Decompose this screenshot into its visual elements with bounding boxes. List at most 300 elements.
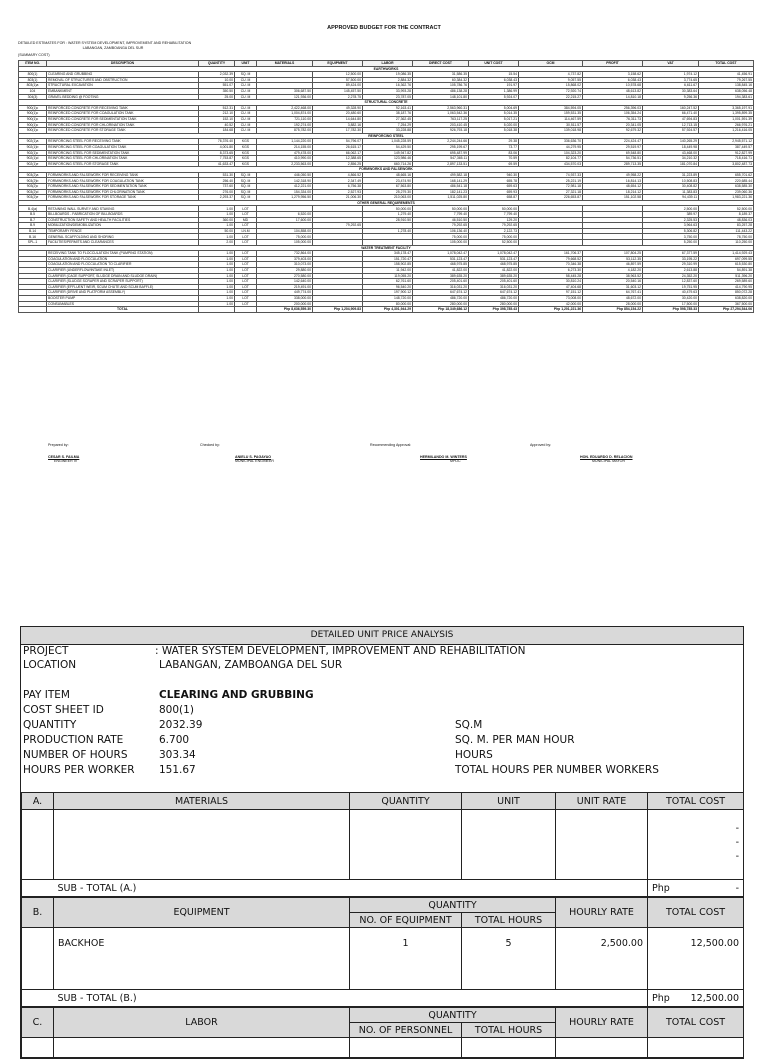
table-cell: 1.00 (199, 273, 235, 279)
table-cell: 379,403.00 (257, 256, 313, 262)
table-cell: 52,500.00 (469, 240, 519, 246)
table-cell: 1,001,591.39 (699, 116, 754, 122)
column-header: UNIT (235, 61, 257, 67)
table-cell: 926,793.18 (413, 128, 469, 134)
table-cell: 289,713.35 (583, 161, 643, 167)
table-cell: 1,511,025.80 (413, 195, 469, 201)
table-cell: 11,383.83 (643, 189, 699, 195)
table-cell: 89,424.00 (313, 83, 363, 89)
col-hourly-rate: HOURLY RATE (556, 1008, 648, 1038)
table-cell: 940.30 (469, 172, 519, 178)
table-cell: SQ. M (235, 184, 257, 190)
estimate-table (18, 60, 754, 313)
col-quantity: QUANTITY (350, 793, 462, 810)
signatory-label: Prepared by: (48, 443, 69, 447)
table-cell: 615,530.80 (699, 262, 754, 268)
table-cell: 1,144,220.00 (257, 139, 313, 145)
table-cell: KGS (235, 144, 257, 150)
table-cell: 903(2)c (19, 184, 47, 190)
table-cell: REINFORCING STEEL FOR CHLORINATION TANK (47, 156, 199, 162)
table-cell: 28,910.50 (363, 217, 413, 223)
table-cell: 161,706.37 (519, 251, 583, 257)
column-header: EQUIPMENT (313, 61, 363, 67)
table-cell: 800(1) (19, 72, 47, 78)
table-cell: 121,936.00 (257, 94, 313, 100)
table-cell: 158,902.85 (363, 262, 413, 268)
estimate-location: LABANGAN, ZAMBOANGA DEL SUR (82, 46, 144, 50)
table-cell: KGS (235, 161, 257, 167)
table-cell: 82,104.77 (519, 156, 583, 162)
table-cell: 31,223.89 (643, 172, 699, 178)
table-cell: 350.50 (199, 88, 235, 94)
table-cell: 414,790.95 (699, 284, 754, 290)
hpw-value: 151.67 (159, 764, 196, 776)
table-cell: 19,751.95 (643, 284, 699, 290)
table-cell: 551.07 (199, 83, 235, 89)
table-cell: SQ. M (235, 189, 257, 195)
table-cell: LOT (235, 290, 257, 296)
table-cell: 104,323.20 (519, 150, 583, 156)
table-cell: 41,633.47 (199, 161, 235, 167)
table-cell: 2,563,960.31 (413, 105, 469, 111)
table-cell: REINFORCED CONCRETE FOR RECEIVING TANK (47, 105, 199, 111)
table-cell: 20,341.05 (583, 122, 643, 128)
dash-value: - (735, 837, 739, 848)
section-title: EARTHWORKS (19, 66, 754, 72)
table-cell: 75,000.00 (257, 234, 313, 240)
materials-table (21, 792, 744, 897)
table-cell: 14,644.80 (313, 116, 363, 122)
table-cell: COAGULATION AND FLOCCULATION TO CLARIFIER (47, 262, 199, 268)
table-cell: 184.68 (199, 128, 235, 134)
table-cell: 1,063,542.36 (413, 111, 469, 117)
table-cell: 647,674.12 (469, 290, 519, 296)
dupa-info (21, 645, 743, 792)
table-cell: 181,070.84 (643, 161, 699, 167)
table-cell: 29,519.97 (583, 144, 643, 150)
table-cell: 384,594.05 (519, 105, 583, 111)
signatory-name: HERMILANDO M. WINTERS (420, 455, 467, 459)
table-cell: 7,254.29 (363, 122, 413, 128)
table-cell: 903(2)a (19, 172, 47, 178)
signatory-name: HON. EDUARDO D. RELACION (580, 455, 633, 459)
table-cell: 310,073.00 (257, 262, 313, 268)
col-quantity: QUANTITY (350, 898, 556, 913)
table-cell: 1.00 (199, 267, 235, 273)
table-cell: 2,945,571.12 (699, 139, 754, 145)
table-cell: 280,000.00 (469, 301, 519, 307)
production-label: PRODUCTION RATE (23, 734, 124, 746)
signatory-label: Recommending Approval: (370, 443, 412, 447)
table-cell: BILLBOARDS - FABRICATION OF BILLBOARDS (47, 212, 199, 218)
table-cell: 66,062.17 (313, 150, 363, 156)
table-cell: 192,274.00 (257, 122, 313, 128)
table-cell: CONSUMABLES (47, 301, 199, 307)
table-cell: 638,585.30 (699, 184, 754, 190)
estimate-subtitle: DETAILED ESTIMATES FOR : WATER SYSTEM DEVELOPMENT, IMPROVEMENT AND REHABILITATION (18, 41, 192, 45)
table-cell: 412,221.00 (257, 184, 313, 190)
table-cell: 6,038.43 (469, 77, 519, 83)
table-cell: 104 (19, 88, 47, 94)
signatory-name: CESAR S. FAILMA (48, 455, 80, 459)
table-cell: LOT (235, 206, 257, 212)
table-cell: MD (235, 217, 257, 223)
table-cell: 638,056.48 (699, 88, 754, 94)
table-cell: 1,078,042.47 (469, 251, 519, 257)
column-header: ITEM NO. (19, 61, 47, 67)
table-cell: 6,520.00 (257, 212, 313, 218)
table-cell: 4,737.82 (519, 72, 583, 78)
table-cell: 695,487.99 (413, 150, 469, 156)
table-cell: 3,882.16 (313, 122, 363, 128)
signatory-label: Checked by: (200, 443, 220, 447)
table-cell: 658.87 (469, 195, 519, 201)
table-cell: 106,354.24 (583, 111, 643, 117)
table-cell: 44,279.95 (519, 144, 583, 150)
table-cell: 900(1)c (19, 128, 47, 134)
table-cell: 3,964.63 (643, 223, 699, 229)
col-total-hours: TOTAL HOURS (462, 913, 556, 928)
table-cell: 24,352.20 (643, 273, 699, 279)
col-total-cost: TOTAL COST (648, 1008, 744, 1038)
table-cell: 41,456.91 (699, 72, 754, 78)
table-cell: 2,527.93 (313, 189, 363, 195)
section-title: LABOR (54, 1008, 350, 1038)
table-cell: 803(1) (19, 77, 47, 83)
table-cell: 2,122.73 (469, 228, 519, 234)
total-cell (19, 307, 47, 313)
column-header: LABOR (363, 61, 413, 67)
subtotal-label: SUB - TOTAL (A.) (54, 880, 648, 897)
equipment-hours: 5 (462, 928, 556, 990)
table-cell: 20,540.16 (583, 279, 643, 285)
table-cell: 151,102.58 (583, 195, 643, 201)
table-cell: 38,187.76 (363, 111, 413, 117)
table-cell: 50,000.00 (469, 206, 519, 212)
table-cell: 49,958.22 (583, 172, 643, 178)
table-cell: CU. M (235, 83, 257, 89)
column-header: TOTAL COST (699, 61, 754, 67)
table-cell: CU. M (235, 94, 257, 100)
table-cell: 486,541.18 (413, 184, 469, 190)
table-cell: 659.63 (469, 184, 519, 190)
table-cell: 721,110.00 (257, 116, 313, 122)
total-cell (235, 307, 257, 313)
table-cell: 79,668.52 (519, 256, 583, 262)
table-cell: 27,321.18 (519, 189, 583, 195)
col-unit: UNIT (462, 793, 556, 810)
project-value: : WATER SYSTEM DEVELOPMENT, IMPROVEMENT AND REHABILITATION (155, 645, 526, 657)
quantity-value: 2032.39 (159, 719, 203, 731)
table-cell: KGS (235, 156, 257, 162)
table-cell: 26,615.17 (313, 144, 363, 150)
table-cell: 737.60 (199, 184, 235, 190)
table-cell: 850,072.28 (699, 290, 754, 296)
table-cell: 6,756.38 (313, 184, 363, 190)
table-cell: 197,900.12 (363, 290, 413, 296)
table-cell: 256.40 (199, 178, 235, 184)
table-cell: 1.00 (199, 279, 235, 285)
table-cell: 114,467.59 (519, 116, 583, 122)
table-cell: REINFORCING STEEL FOR RECEIVING TANK (47, 139, 199, 145)
equipment-count: 1 (350, 928, 462, 990)
table-cell: 69.59 (469, 161, 519, 167)
table-cell: LOT (235, 267, 257, 273)
table-cell: 79,292.65 (313, 223, 363, 229)
cost-sheet-label: COST SHEET ID (23, 704, 104, 716)
table-cell: 12,388.65 (313, 156, 363, 162)
table-cell: 149,947.82 (363, 150, 413, 156)
table-cell: CLARIFIER (DRIVE AND PLATFORM ASSEMBLY) (47, 290, 199, 296)
table-cell: 104,858.00 (257, 228, 313, 234)
table-cell: 2,347.49 (313, 178, 363, 184)
table-cell: 269,589.60 (699, 279, 754, 285)
location-value: LABANGAN, ZAMBOANGA DEL SUR (159, 659, 343, 671)
table-cell: 1.00 (199, 301, 235, 307)
signatory-recommending (370, 443, 467, 463)
table-cell: 33,195.22 (643, 256, 699, 262)
table-cell: 18,449.98 (643, 144, 699, 150)
total-cell: Php 8,636,559.30 (257, 307, 313, 313)
table-cell: B.9 (19, 223, 47, 229)
table-cell: 295,199.67 (413, 144, 469, 150)
table-cell: 3,158.62 (583, 72, 643, 78)
table-cell: 2,856.25 (313, 161, 363, 167)
summary-cost-label: (SUMMARY COST) (18, 53, 50, 57)
table-cell: 47,404.68 (519, 284, 583, 290)
table-cell: 1,078,042.47 (413, 251, 469, 257)
section-title: MATERIALS (54, 793, 350, 810)
table-cell: TEMPORARY FENCE (47, 228, 199, 234)
table-cell: 40.52 (199, 122, 235, 128)
table-cell: 83,257.28 (699, 223, 754, 229)
table-cell: 1.00 (199, 295, 235, 301)
table-cell: COAGULATION AND FLOCCULATION (47, 256, 199, 262)
table-cell: LOT (235, 279, 257, 285)
table-cell: LOT (235, 256, 257, 262)
table-cell: 203,410.45 (413, 122, 469, 128)
table-cell: 205,401.60 (469, 279, 519, 285)
table-cell: 23,787.05 (363, 94, 413, 100)
table-cell: 902(1)c (19, 150, 47, 156)
table-cell: CLEARING AND GRUBBING (47, 72, 199, 78)
column-header: UNIT COST (469, 61, 519, 67)
table-cell: 29,310.99 (643, 262, 699, 268)
total-cell: Php 854,154.22 (583, 307, 643, 313)
table-cell: 1,395,899.35 (699, 111, 754, 117)
table-cell: SQ. M (235, 195, 257, 201)
table-cell: 46,897.59 (583, 262, 643, 268)
table-cell: 732,864.00 (257, 251, 313, 257)
table-cell: 900(1)c (19, 122, 47, 128)
table-cell: FACILITIES/PERMITS AND CLEARANCES (47, 240, 199, 246)
table-cell: 875,782.00 (257, 128, 313, 134)
table-cell: 92,679.32 (583, 128, 643, 134)
table-cell: 74,937.33 (519, 172, 583, 178)
table-cell: 148,101.80 (413, 94, 469, 100)
signatory-label: Approved by: (530, 443, 552, 447)
table-cell: 638,820.00 (699, 295, 754, 301)
table-cell: 468,975.85 (469, 262, 519, 268)
currency: Php (652, 992, 670, 1004)
table-cell: LOT (235, 301, 257, 307)
table-cell: 5,014.35 (469, 111, 519, 117)
table-cell: 40,479.63 (643, 290, 699, 296)
table-cell: LOT (235, 284, 257, 290)
table-cell: 22,215.27 (519, 94, 583, 100)
table-cell: 1.00 (199, 206, 235, 212)
table-cell: 31,586.35 (413, 72, 469, 78)
column-header: DIRECT COST (413, 61, 469, 67)
signatory-prepared (48, 443, 79, 463)
table-cell: KGS (235, 139, 257, 145)
table-cell: 67,563.80 (363, 184, 413, 190)
table-cell: LOT (235, 251, 257, 257)
hours-unit: HOURS (455, 749, 493, 761)
table-cell: CU. M (235, 88, 257, 94)
quantity-unit: SQ.M (455, 719, 483, 731)
table-cell: 5,924.07 (469, 94, 519, 100)
table-cell: 139,018.98 (519, 128, 583, 134)
column-header: OCM (519, 61, 583, 67)
table-cell: 8,373.65 (199, 150, 235, 156)
table-cell: CU. M (235, 77, 257, 83)
table-cell: LOT (235, 240, 257, 246)
table-cell: 78,750.00 (699, 234, 754, 240)
table-cell: 280,000.00 (413, 301, 469, 307)
total-cell: Php 1,204,909.83 (313, 307, 363, 313)
table-cell: 80,000.00 (363, 301, 413, 307)
table-cell: 48,672.00 (583, 295, 643, 301)
table-cell: 718,416.71 (699, 156, 754, 162)
table-cell: RETAINING WALL SURVEY AND STAKING (47, 206, 199, 212)
table-cell: 1.00 (199, 251, 235, 257)
table-cell: 54,736.51 (583, 156, 643, 162)
column-header: QUANTITY (199, 61, 235, 67)
table-cell: 25.00 (199, 94, 235, 100)
signatory-role: MPDC (450, 459, 461, 463)
total-cell: Php 4,301,944.29 (363, 307, 413, 313)
table-cell: 367,500.00 (699, 301, 754, 307)
table-cell: 62,761.60 (363, 279, 413, 285)
table-cell: GENERAL SCAFFOLDING AND SHORING (47, 234, 199, 240)
total-cell: Php 598,785.33 (643, 307, 699, 313)
table-cell: SQ. M (235, 72, 257, 78)
table-cell: 73.77 (469, 144, 519, 150)
dupa-title: DETAILED UNIT PRICE ANALYSIS (21, 627, 743, 645)
table-cell: 16,362.76 (363, 83, 413, 89)
table-cell: 79,292.65 (469, 223, 519, 229)
table-cell: 4,001.80 (199, 144, 235, 150)
table-cell: 138,845.16 (699, 83, 754, 89)
table-cell: 21,006.30 (313, 195, 363, 201)
table-cell: 105,786.76 (413, 83, 469, 89)
table-cell: B.7 (19, 217, 47, 223)
table-cell: 12,500.00 (313, 72, 363, 78)
table-cell: 29,880.00 (257, 267, 313, 273)
table-cell: 96,540.20 (363, 284, 413, 290)
hours-value: 303.34 (159, 749, 196, 761)
section-title: OTHER GENERAL REQUIREMENTS (19, 200, 754, 206)
section-letter: C. (22, 1008, 54, 1038)
table-cell: 1,974.12 (643, 72, 699, 78)
col-no-personnel: NO. OF PERSONNEL (350, 1023, 462, 1038)
table-cell: 903(2)d (19, 189, 47, 195)
table-cell: 123,986.46 (363, 156, 413, 162)
table-cell: 54,891.38 (699, 267, 754, 273)
table-cell: 142,318.90 (257, 178, 313, 184)
table-cell: 168,141.29 (413, 178, 469, 184)
table-cell: 30,810.24 (519, 279, 583, 285)
table-cell: CU. M (235, 105, 257, 111)
table-cell: 75,000.00 (413, 234, 469, 240)
table-cell: 10,578.68 (583, 83, 643, 89)
table-cell: 902(1)e (19, 161, 47, 167)
table-cell: 12,837.60 (643, 279, 699, 285)
table-cell: 129.20 (469, 217, 519, 223)
table-cell: 30,383.64 (643, 88, 699, 94)
table-cell: FORMWORKS AND FALSEWORK FOR COAGULATION TANK (47, 178, 199, 184)
table-cell: REINFORCED CONCRETE FOR STORAGE TANK (47, 128, 199, 134)
table-cell: CU. M (235, 128, 257, 134)
table-cell: 226,653.87 (519, 195, 583, 201)
table-cell: 2,325.53 (643, 217, 699, 223)
subtotal-cell (648, 990, 744, 1007)
production-unit: SQ. M. PER MAN HOUR (455, 734, 575, 746)
table-cell: 160,247.52 (643, 105, 699, 111)
table-cell: 655.78 (469, 178, 519, 184)
table-cell: 900(1)c (19, 116, 47, 122)
table-cell: 655,701.62 (699, 172, 754, 178)
table-cell: CONSTRUCTION SAFETY AND HEALTH FACILITIES (47, 217, 199, 223)
table-cell: 499,582.18 (413, 172, 469, 178)
table-cell: 1.00 (199, 290, 235, 296)
table-cell: 67,377.59 (643, 251, 699, 257)
table-cell: 903(2)b (19, 178, 47, 184)
table-cell: 7,799.40 (469, 212, 519, 218)
table-cell: 2,293.37 (199, 195, 235, 201)
table-cell: 214,155.00 (257, 144, 313, 150)
table-cell: CLARIFIER (EFFLUENT WEIR, SCUM CHUTE AND SCUM BAFFLE) (47, 284, 199, 290)
table-cell: REMOVAL OF STRUCTURES AND OBSTRUCTION (47, 77, 199, 83)
table-cell: 316,031.20 (469, 284, 519, 290)
table-cell: 16,814.13 (583, 178, 643, 184)
table-cell: 224,424.47 (583, 139, 643, 145)
table-cell: 389,635.20 (469, 273, 519, 279)
table-cell: 43,468.00 (643, 150, 699, 156)
table-cell: BOOSTER PUMP (47, 295, 199, 301)
total-cell: Php 27,294,544.06 (699, 307, 754, 313)
quantity-label: QUANTITY (23, 719, 77, 731)
table-cell: 2,233,563.00 (257, 161, 313, 167)
table-cell: 468,975.85 (413, 262, 469, 268)
col-total-hours: TOTAL HOURS (462, 1023, 556, 1038)
table-cell: FORMWORKS AND FALSEWORK FOR SEDIMENTATION TANK (47, 184, 199, 190)
signatory-role: MUNICIPAL ENGINEER (235, 459, 274, 463)
section-title: WATER TREATMENT FACILITY (19, 245, 754, 251)
table-cell: 159,531.35 (519, 111, 583, 117)
table-cell: GRAVEL BEDDING @ FOOTING (47, 94, 199, 100)
table-cell: 92,163.41 (363, 105, 413, 111)
table-cell: 79,267.55 (699, 77, 754, 83)
equipment-rate: 2,500.00 (556, 928, 648, 990)
table-cell: 2,500.00 (643, 206, 699, 212)
table-cell: 66,471.40 (643, 111, 699, 117)
table-cell: 511,396.20 (699, 273, 754, 279)
project-label: PROJECT (23, 645, 69, 657)
table-cell: RECEIVING TANK TO FLOCCULATION TANK (PUMPING STATION) (47, 251, 199, 257)
table-cell: 547,365.11 (413, 156, 469, 162)
